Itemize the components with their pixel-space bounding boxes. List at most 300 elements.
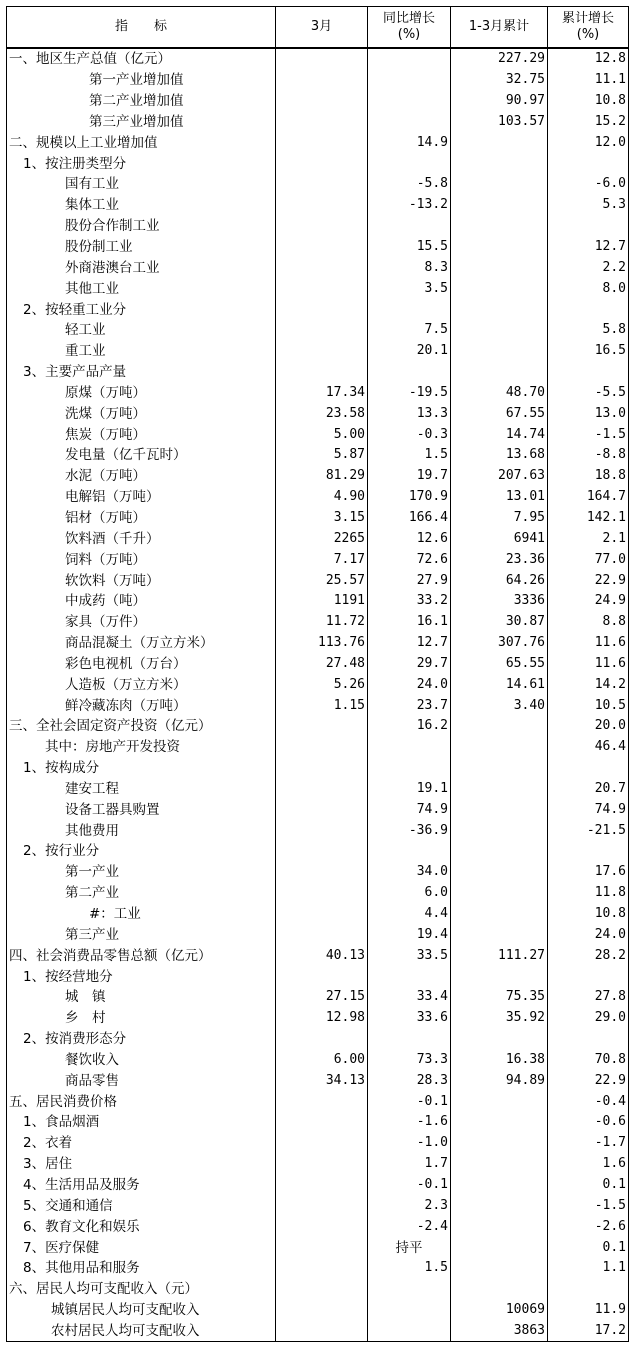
cell-month-value <box>276 48 368 70</box>
cell-cumulative-value <box>451 216 548 237</box>
row-label: 第二产业 <box>7 883 276 904</box>
cell-cumulative-growth: 8.8 <box>548 612 629 633</box>
cell-yoy-growth <box>368 362 451 383</box>
table-row <box>7 1216 629 1237</box>
cell-yoy-growth: 29.7 <box>368 653 451 674</box>
table-row <box>7 528 629 549</box>
cell-month-value <box>276 737 368 758</box>
table-row <box>7 278 629 299</box>
table-row <box>7 487 629 508</box>
cell-cumulative-value: 111.27 <box>451 945 548 966</box>
cell-month-value <box>276 132 368 153</box>
table-row <box>7 612 629 633</box>
cell-yoy-growth: 8.3 <box>368 257 451 278</box>
cell-cumulative-growth: 11.6 <box>548 653 629 674</box>
table-row <box>7 1258 629 1279</box>
row-label: 鲜冷藏冻肉（万吨） <box>7 695 276 716</box>
cell-cumulative-growth: 28.2 <box>548 945 629 966</box>
cell-month-value <box>276 362 368 383</box>
cell-cumulative-growth: 24.0 <box>548 924 629 945</box>
cell-cumulative-value <box>451 924 548 945</box>
cell-month-value <box>276 799 368 820</box>
cell-cumulative-growth: -1.5 <box>548 424 629 445</box>
cell-cumulative-value <box>451 132 548 153</box>
row-label: 商品混凝土（万立方米） <box>7 633 276 654</box>
cell-month-value: 6.00 <box>276 1050 368 1071</box>
cell-yoy-growth <box>368 1320 451 1341</box>
cell-cumulative-growth: 15.2 <box>548 112 629 133</box>
cell-cumulative-growth <box>548 1279 629 1300</box>
cell-month-value <box>276 1112 368 1133</box>
cell-cumulative-growth: -8.8 <box>548 445 629 466</box>
table-row <box>7 695 629 716</box>
header-cumulative-growth <box>548 7 629 49</box>
cell-yoy-growth <box>368 299 451 320</box>
row-label: 7、医疗保健 <box>7 1237 276 1258</box>
table-row <box>7 112 629 133</box>
row-label: 2、按行业分 <box>7 841 276 862</box>
row-label: 3、主要产品产量 <box>7 362 276 383</box>
table-row <box>7 1029 629 1050</box>
table-row <box>7 591 629 612</box>
cell-month-value <box>276 1216 368 1237</box>
statistics-table <box>6 6 629 1342</box>
cell-cumulative-growth: 11.8 <box>548 883 629 904</box>
table-row <box>7 1154 629 1175</box>
cell-month-value <box>276 174 368 195</box>
cell-cumulative-value <box>451 237 548 258</box>
cell-cumulative-growth: 27.8 <box>548 987 629 1008</box>
table-row <box>7 1279 629 1300</box>
cell-cumulative-growth: 24.9 <box>548 591 629 612</box>
header-yoy <box>368 7 451 49</box>
cell-yoy-growth: -0.1 <box>368 1175 451 1196</box>
cell-cumulative-value <box>451 799 548 820</box>
row-label: 一、地区生产总值（亿元） <box>7 48 276 70</box>
cell-cumulative-growth: -6.0 <box>548 174 629 195</box>
table-row <box>7 904 629 925</box>
cell-cumulative-growth: -0.6 <box>548 1112 629 1133</box>
cell-cumulative-value: 13.68 <box>451 445 548 466</box>
cell-cumulative-value <box>451 362 548 383</box>
cell-cumulative-value <box>451 153 548 174</box>
cell-cumulative-value: 13.01 <box>451 487 548 508</box>
cell-cumulative-value: 90.97 <box>451 91 548 112</box>
cell-month-value <box>276 1133 368 1154</box>
table-row <box>7 91 629 112</box>
table-row <box>7 341 629 362</box>
cell-yoy-growth: 16.1 <box>368 612 451 633</box>
table-row <box>7 362 629 383</box>
cell-cumulative-growth <box>548 758 629 779</box>
row-label: 城 镇 <box>7 987 276 1008</box>
cell-cumulative-growth <box>548 1029 629 1050</box>
row-label: 8、其他用品和服务 <box>7 1258 276 1279</box>
cell-cumulative-growth: 13.0 <box>548 403 629 424</box>
cell-month-value <box>276 195 368 216</box>
cell-month-value <box>276 237 368 258</box>
cell-cumulative-value: 48.70 <box>451 383 548 404</box>
table-row <box>7 174 629 195</box>
cell-yoy-growth: 23.7 <box>368 695 451 716</box>
header-yoy-line1: 同比增长 <box>382 11 435 26</box>
table-header-row <box>7 7 629 49</box>
row-label: 发电量（亿千瓦时） <box>7 445 276 466</box>
cell-cumulative-growth: 10.8 <box>548 91 629 112</box>
row-label: 中成药（吨） <box>7 591 276 612</box>
cell-cumulative-growth: 16.5 <box>548 341 629 362</box>
cell-cumulative-value <box>451 195 548 216</box>
cell-month-value <box>276 924 368 945</box>
cell-cumulative-value: 3.40 <box>451 695 548 716</box>
cell-yoy-growth: -36.9 <box>368 820 451 841</box>
cell-yoy-growth <box>368 758 451 779</box>
row-label: 集体工业 <box>7 195 276 216</box>
table-row <box>7 216 629 237</box>
cell-cumulative-value: 65.55 <box>451 653 548 674</box>
cell-month-value <box>276 1154 368 1175</box>
cell-cumulative-growth <box>548 362 629 383</box>
cell-cumulative-growth: 11.9 <box>548 1300 629 1321</box>
cell-cumulative-growth: 22.9 <box>548 1070 629 1091</box>
cell-cumulative-growth: 11.6 <box>548 633 629 654</box>
cell-cumulative-growth: 29.0 <box>548 1008 629 1029</box>
row-label: 四、社会消费品零售总额（亿元） <box>7 945 276 966</box>
table-row <box>7 424 629 445</box>
cell-cumulative-value: 6941 <box>451 528 548 549</box>
cell-cumulative-growth: 1.6 <box>548 1154 629 1175</box>
cell-cumulative-value <box>451 904 548 925</box>
cell-cumulative-value <box>451 883 548 904</box>
cell-yoy-growth <box>368 153 451 174</box>
cell-month-value: 2265 <box>276 528 368 549</box>
row-label: 软饮料（万吨） <box>7 570 276 591</box>
cell-cumulative-growth: 164.7 <box>548 487 629 508</box>
table-row <box>7 862 629 883</box>
cell-cumulative-growth: 142.1 <box>548 508 629 529</box>
cell-cumulative-value <box>451 1216 548 1237</box>
row-label: 5、交通和通信 <box>7 1195 276 1216</box>
cell-yoy-growth: 27.9 <box>368 570 451 591</box>
table-body <box>7 48 629 1342</box>
cell-month-value <box>276 341 368 362</box>
cell-month-value: 81.29 <box>276 466 368 487</box>
header-cumulative-growth-line1: 累计增长 <box>561 11 614 26</box>
cell-cumulative-growth <box>548 153 629 174</box>
cell-yoy-growth: 24.0 <box>368 674 451 695</box>
table-row <box>7 1091 629 1112</box>
table-row <box>7 237 629 258</box>
cell-cumulative-value <box>451 737 548 758</box>
cell-yoy-growth: 12.7 <box>368 633 451 654</box>
cell-month-value <box>276 716 368 737</box>
row-label: 国有工业 <box>7 174 276 195</box>
cell-yoy-growth: 33.4 <box>368 987 451 1008</box>
table-row <box>7 1008 629 1029</box>
row-label: 轻工业 <box>7 320 276 341</box>
cell-cumulative-growth: 17.6 <box>548 862 629 883</box>
row-label: 设备工器具购置 <box>7 799 276 820</box>
cell-yoy-growth: -1.0 <box>368 1133 451 1154</box>
cell-cumulative-value <box>451 174 548 195</box>
cell-yoy-growth: 28.3 <box>368 1070 451 1091</box>
cell-yoy-growth: 3.5 <box>368 278 451 299</box>
cell-yoy-growth: 73.3 <box>368 1050 451 1071</box>
row-label: 餐饮收入 <box>7 1050 276 1071</box>
cell-cumulative-value: 67.55 <box>451 403 548 424</box>
table-row <box>7 716 629 737</box>
cell-yoy-growth <box>368 48 451 70</box>
cell-month-value: 5.26 <box>276 674 368 695</box>
cell-yoy-growth: 15.5 <box>368 237 451 258</box>
cell-cumulative-value <box>451 299 548 320</box>
row-label: 第一产业增加值 <box>7 70 276 91</box>
cell-yoy-growth: 33.2 <box>368 591 451 612</box>
cell-yoy-growth: 20.1 <box>368 341 451 362</box>
cell-month-value: 1.15 <box>276 695 368 716</box>
cell-month-value <box>276 257 368 278</box>
cell-cumulative-value <box>451 1112 548 1133</box>
cell-month-value: 3.15 <box>276 508 368 529</box>
cell-cumulative-growth: 5.3 <box>548 195 629 216</box>
row-label: #：工业 <box>7 904 276 925</box>
cell-month-value <box>276 299 368 320</box>
cell-cumulative-value: 103.57 <box>451 112 548 133</box>
cell-month-value: 5.87 <box>276 445 368 466</box>
row-label: 第三产业增加值 <box>7 112 276 133</box>
cell-cumulative-value <box>451 320 548 341</box>
cell-cumulative-growth: -1.7 <box>548 1133 629 1154</box>
row-label: 水泥（万吨） <box>7 466 276 487</box>
cell-cumulative-growth: 0.1 <box>548 1175 629 1196</box>
cell-yoy-growth: -19.5 <box>368 383 451 404</box>
cell-yoy-growth: 19.1 <box>368 779 451 800</box>
cell-yoy-growth: 1.7 <box>368 1154 451 1175</box>
cell-cumulative-growth: 10.8 <box>548 904 629 925</box>
cell-cumulative-growth: 1.1 <box>548 1258 629 1279</box>
cell-yoy-growth: 19.7 <box>368 466 451 487</box>
cell-cumulative-growth: 12.7 <box>548 237 629 258</box>
table-row <box>7 883 629 904</box>
row-label: 6、教育文化和娱乐 <box>7 1216 276 1237</box>
cell-cumulative-value <box>451 257 548 278</box>
cell-cumulative-value: 30.87 <box>451 612 548 633</box>
row-label: 农村居民人均可支配收入 <box>7 1320 276 1341</box>
cell-cumulative-value <box>451 1133 548 1154</box>
cell-cumulative-growth: -0.4 <box>548 1091 629 1112</box>
cell-cumulative-value: 3336 <box>451 591 548 612</box>
cell-cumulative-growth: 46.4 <box>548 737 629 758</box>
cell-cumulative-value: 227.29 <box>451 48 548 70</box>
cell-cumulative-value: 10069 <box>451 1300 548 1321</box>
header-yoy-line2: (%) <box>397 27 421 42</box>
cell-yoy-growth <box>368 112 451 133</box>
table-row <box>7 403 629 424</box>
row-label: 五、居民消费价格 <box>7 1091 276 1112</box>
table-row <box>7 924 629 945</box>
row-label: 1、按注册类型分 <box>7 153 276 174</box>
cell-month-value: 27.15 <box>276 987 368 1008</box>
row-label: 乡 村 <box>7 1008 276 1029</box>
table-row <box>7 132 629 153</box>
header-cumulative: 1-3月累计 <box>451 7 548 49</box>
cell-cumulative-value <box>451 341 548 362</box>
cell-yoy-growth: 19.4 <box>368 924 451 945</box>
cell-yoy-growth: -13.2 <box>368 195 451 216</box>
cell-yoy-growth: 1.5 <box>368 445 451 466</box>
cell-month-value <box>276 112 368 133</box>
cell-yoy-growth: 74.9 <box>368 799 451 820</box>
row-label: 饮料酒（千升） <box>7 528 276 549</box>
table-row <box>7 320 629 341</box>
table-row <box>7 445 629 466</box>
cell-cumulative-value: 7.95 <box>451 508 548 529</box>
cell-cumulative-value <box>451 758 548 779</box>
cell-month-value <box>276 779 368 800</box>
header-month: 3月 <box>276 7 368 49</box>
table-row <box>7 653 629 674</box>
cell-cumulative-value <box>451 1154 548 1175</box>
cell-yoy-growth <box>368 70 451 91</box>
cell-yoy-growth <box>368 216 451 237</box>
cell-cumulative-growth: 5.8 <box>548 320 629 341</box>
cell-month-value <box>276 278 368 299</box>
cell-month-value: 4.90 <box>276 487 368 508</box>
cell-cumulative-value <box>451 1091 548 1112</box>
table-row <box>7 987 629 1008</box>
row-label: 第二产业增加值 <box>7 91 276 112</box>
cell-cumulative-value: 14.74 <box>451 424 548 445</box>
table-row <box>7 1300 629 1321</box>
cell-yoy-growth <box>368 1300 451 1321</box>
cell-yoy-growth: -0.3 <box>368 424 451 445</box>
cell-month-value: 23.58 <box>276 403 368 424</box>
cell-cumulative-growth: 2.1 <box>548 528 629 549</box>
row-label: 其他工业 <box>7 278 276 299</box>
cell-month-value <box>276 883 368 904</box>
row-label: 原煤（万吨） <box>7 383 276 404</box>
cell-month-value <box>276 91 368 112</box>
cell-cumulative-value: 23.36 <box>451 549 548 570</box>
cell-cumulative-value: 14.61 <box>451 674 548 695</box>
cell-cumulative-value: 75.35 <box>451 987 548 1008</box>
cell-month-value <box>276 1258 368 1279</box>
row-label: 1、按经营地分 <box>7 966 276 987</box>
header-indicator: 指 标 <box>7 7 276 49</box>
cell-month-value <box>276 1320 368 1341</box>
row-label: 六、居民人均可支配收入（元） <box>7 1279 276 1300</box>
table-row <box>7 945 629 966</box>
cell-month-value <box>276 1175 368 1196</box>
table-row <box>7 153 629 174</box>
table-row <box>7 466 629 487</box>
cell-month-value <box>276 1195 368 1216</box>
cell-cumulative-growth: 74.9 <box>548 799 629 820</box>
cell-month-value: 27.48 <box>276 653 368 674</box>
cell-cumulative-growth: 22.9 <box>548 570 629 591</box>
table-row <box>7 841 629 862</box>
cell-yoy-growth <box>368 1279 451 1300</box>
cell-cumulative-value: 32.75 <box>451 70 548 91</box>
cell-cumulative-value <box>451 820 548 841</box>
row-label: 洗煤（万吨） <box>7 403 276 424</box>
cell-month-value <box>276 320 368 341</box>
cell-yoy-growth: 33.5 <box>368 945 451 966</box>
cell-cumulative-growth <box>548 299 629 320</box>
cell-month-value: 1191 <box>276 591 368 612</box>
cell-cumulative-growth: -2.6 <box>548 1216 629 1237</box>
cell-cumulative-growth: 14.2 <box>548 674 629 695</box>
cell-cumulative-value: 64.26 <box>451 570 548 591</box>
table-row <box>7 1070 629 1091</box>
cell-cumulative-value <box>451 779 548 800</box>
table-row <box>7 779 629 800</box>
cell-yoy-growth: -1.6 <box>368 1112 451 1133</box>
row-label: 4、生活用品及服务 <box>7 1175 276 1196</box>
row-label: 其他费用 <box>7 820 276 841</box>
cell-cumulative-growth: -5.5 <box>548 383 629 404</box>
cell-cumulative-value <box>451 841 548 862</box>
cell-month-value <box>276 1300 368 1321</box>
row-label: 二、规模以上工业增加值 <box>7 132 276 153</box>
row-label: 重工业 <box>7 341 276 362</box>
cell-cumulative-growth: 8.0 <box>548 278 629 299</box>
table-row <box>7 799 629 820</box>
table-row <box>7 257 629 278</box>
cell-cumulative-value <box>451 862 548 883</box>
table-row <box>7 1175 629 1196</box>
table-row <box>7 737 629 758</box>
cell-cumulative-value: 94.89 <box>451 1070 548 1091</box>
cell-cumulative-growth: 10.5 <box>548 695 629 716</box>
cell-yoy-growth: 170.9 <box>368 487 451 508</box>
cell-yoy-growth: 7.5 <box>368 320 451 341</box>
cell-yoy-growth <box>368 841 451 862</box>
row-label: 外商港澳台工业 <box>7 257 276 278</box>
row-label: 2、按轻重工业分 <box>7 299 276 320</box>
row-label: 焦炭（万吨） <box>7 424 276 445</box>
cell-month-value <box>276 758 368 779</box>
row-label: 家具（万件） <box>7 612 276 633</box>
cell-yoy-growth <box>368 91 451 112</box>
cell-yoy-growth: -2.4 <box>368 1216 451 1237</box>
table-row <box>7 508 629 529</box>
cell-month-value: 25.57 <box>276 570 368 591</box>
row-label: 1、食品烟酒 <box>7 1112 276 1133</box>
cell-cumulative-growth: 0.1 <box>548 1237 629 1258</box>
table-row <box>7 758 629 779</box>
cell-cumulative-growth: 20.7 <box>548 779 629 800</box>
cell-yoy-growth: 13.3 <box>368 403 451 424</box>
table-row <box>7 1050 629 1071</box>
row-label: 2、衣着 <box>7 1133 276 1154</box>
table-row <box>7 570 629 591</box>
row-label: 彩色电视机（万台） <box>7 653 276 674</box>
table-row <box>7 966 629 987</box>
cell-cumulative-value <box>451 1175 548 1196</box>
cell-month-value <box>276 1091 368 1112</box>
cell-yoy-growth <box>368 966 451 987</box>
table-row <box>7 1320 629 1341</box>
cell-month-value: 34.13 <box>276 1070 368 1091</box>
cell-cumulative-growth <box>548 216 629 237</box>
row-label: 建安工程 <box>7 779 276 800</box>
cell-cumulative-growth: 20.0 <box>548 716 629 737</box>
cell-month-value <box>276 153 368 174</box>
table-row <box>7 195 629 216</box>
row-label: 其中：房地产开发投资 <box>7 737 276 758</box>
cell-cumulative-value <box>451 1237 548 1258</box>
